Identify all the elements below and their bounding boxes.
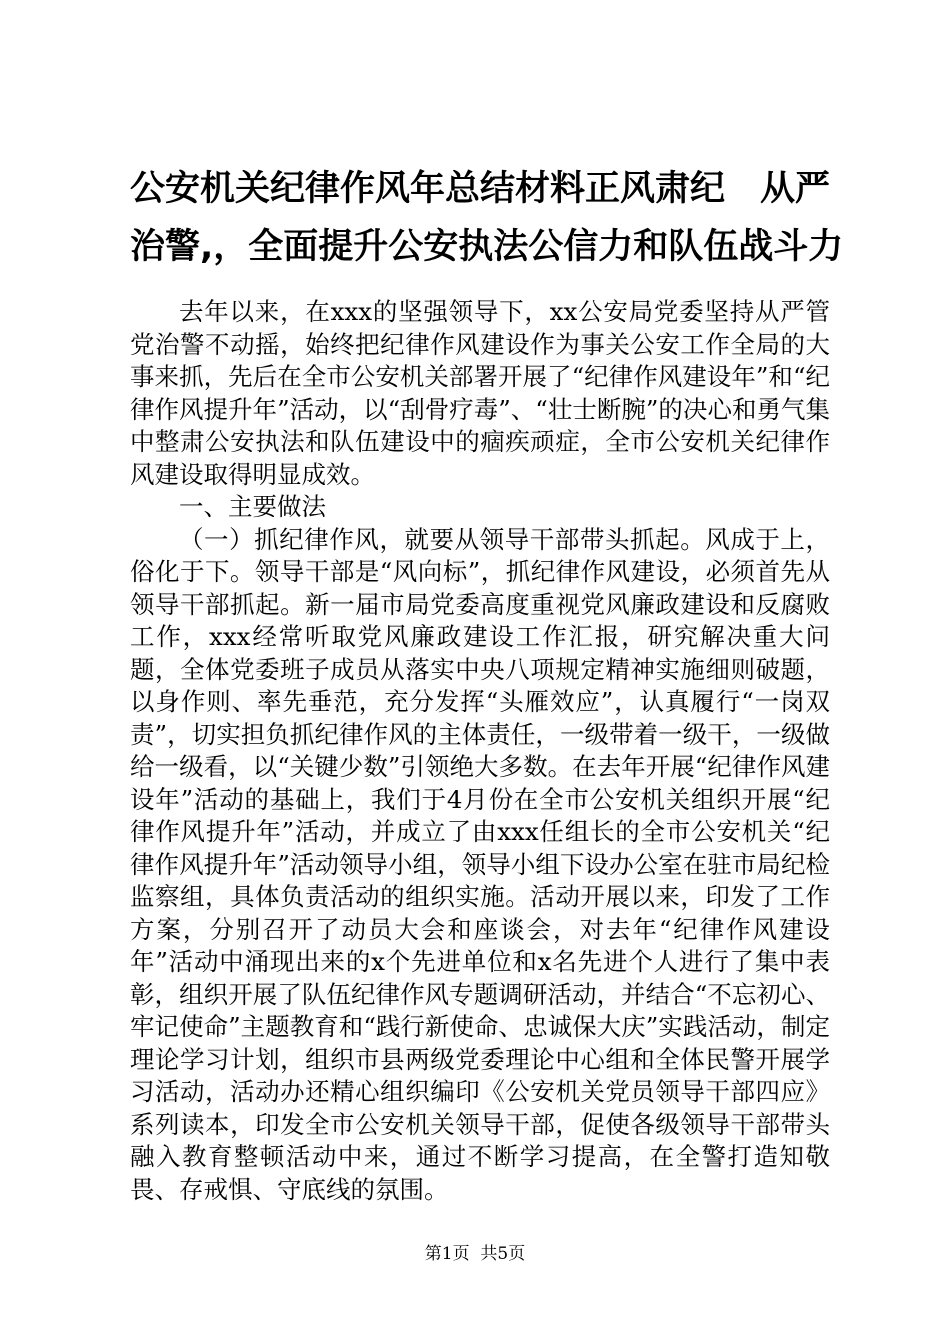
- document-body: [130, 296, 830, 1206]
- body-paragraph-leadership: （一）抓纪律作风，就要从领导干部带头抓起。风成于上，俗化于下。领导干部是“风向标”，抓纪律作风建设，必须首先从领导干部抓起。新一届市局党委高度重视党风廉政建设和反腐败工作，xxx经常听取党风廉政建设工作汇报，研究解决重大问题，全体党委班子成员从落实中央八项规定精神实施细则破题，以身作则、率先垂范，充分发挥“头雁效应”，认真履行“一岗双责”，切实担负抓纪律作风的主体责任，一级带着一级干，一级做给一级看，以“关键少数”引领绝大多数。在去年开展“纪律作风建设年”活动的基础上，我们于4月份在全市公安机关组织开展“纪律作风提升年”活动，并成立了由xxx任组长的全市公安机关“纪律作风提升年”活动领导小组，领导小组下设办公室在驻市局纪检监察组，具体负责活动的组织实施。活动开展以来，印发了工作方案，分别召开了动员大会和座谈会，对去年“纪律作风建设年”活动中涌现出来的x个先进单位和x名先进个人进行了集中表彰，组织开展了队伍纪律作风专题调研活动，并结合“不忘初心、牢记使命”主题教育和“践行新使命、忠诚保大庆”实践活动，制定理论学习计划，组织市县两级党委理论中心组和全体民警开展学习活动，活动办还精心组织编印《公安机关党员领导干部四应》系列读本，印发全市公安机关领导干部，促使各级领导干部带头融入教育整顿活动中来，通过不断学习提高，在全警打造知敬畏、存戒惧、守底线的氛围。: [130, 524, 830, 1204]
- title-line-2: 治警,，全面提升公安执法公信力和队伍战斗力: [130, 227, 844, 267]
- document-title: [130, 160, 844, 276]
- section-heading-main-practices: 一、主要做法: [179, 492, 326, 521]
- title-line-1: 公安机关纪律作风年总结材料正风肃纪 从严: [130, 169, 831, 209]
- intro-paragraph: 去年以来，在xxx的坚强领导下，xx公安局党委坚持从严管党治警不动摇，始终把纪律作风建设作为事关公安工作全局的大事来抓，先后在全市公安机关部署开展了“纪律作风建设年”和“纪律作风提升年”活动，以“刮骨疗毒”、“壮士断腕”的决心和勇气集中整肃公安执法和队伍建设中的痼疾顽症，全市公安机关纪律作风建设取得明显成效。: [130, 297, 830, 489]
- page-footer: 第1页 共5页: [424, 1244, 526, 1264]
